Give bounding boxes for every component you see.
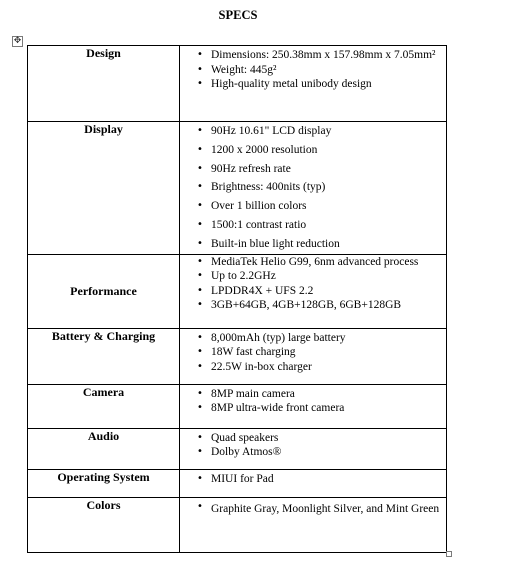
list-item: • 8,000mAh (typ) large battery: [180, 331, 446, 346]
list-item: • MediaTek Helio G99, 6nm advanced process: [180, 255, 446, 270]
list-item: • Brightness: 400nits (typ): [180, 178, 446, 197]
row-items-battery: [180, 328, 447, 384]
list-item: • Over 1 billion colors: [180, 197, 446, 216]
row-label-audio: Audio: [28, 428, 180, 469]
list-item: • 3GB+64GB, 4GB+128GB, 6GB+128GB: [180, 298, 446, 313]
table-row: [28, 254, 447, 328]
row-items-camera: [180, 384, 447, 428]
list-item: • 22.5W in-box charger: [180, 360, 446, 375]
list-item: • LPDDR4X + UFS 2.2: [180, 284, 446, 299]
row-label-operating-system: Operating System: [28, 469, 180, 497]
list-item: • Graphite Gray, Moonlight Silver, and Mint Green: [180, 498, 446, 519]
list-item: • 90Hz 10.61" LCD display: [180, 122, 446, 141]
table-resize-handle[interactable]: [446, 551, 452, 557]
table-row: [28, 122, 447, 255]
table-row: [28, 384, 447, 428]
row-label-camera: Camera: [28, 384, 180, 428]
list-item: • High-quality metal unibody design: [180, 77, 446, 92]
row-label-battery: Battery & Charging: [28, 328, 180, 384]
list-item: • 8MP main camera: [180, 387, 446, 402]
row-items-display: [180, 122, 447, 255]
list-item: • Up to 2.2GHz: [180, 269, 446, 284]
document-title: SPECS: [218, 8, 258, 22]
list-item: • Dolby Atmos®: [180, 445, 446, 460]
row-items-performance: [180, 254, 447, 328]
row-items-operating-system: [180, 469, 447, 497]
row-label-colors: Colors: [28, 497, 180, 552]
list-item: • 18W fast charging: [180, 345, 446, 360]
list-item: • 1500:1 contrast ratio: [180, 216, 446, 235]
table-row: [28, 328, 447, 384]
table-row: [28, 469, 447, 497]
list-item: • 90Hz refresh rate: [180, 160, 446, 179]
list-item: • MIUI for Pad: [180, 472, 446, 487]
table-row: [28, 428, 447, 469]
table-move-handle-icon[interactable]: ✥: [13, 36, 22, 46]
list-item: • 8MP ultra-wide front camera: [180, 401, 446, 416]
row-items-colors: [180, 497, 447, 552]
row-label-design: Design: [28, 46, 180, 122]
specs-table: [27, 45, 447, 553]
table-row: [28, 497, 447, 552]
row-items-audio: [180, 428, 447, 469]
list-item: • 1200 x 2000 resolution: [180, 141, 446, 160]
list-item: • Built-in blue light reduction: [180, 235, 446, 254]
row-label-display: Display: [28, 122, 180, 255]
list-item: • Quad speakers: [180, 431, 446, 446]
list-item: • Dimensions: 250.38mm x 157.98mm x 7.05mm²: [180, 48, 446, 63]
row-items-design: [180, 46, 447, 122]
list-item: • Weight: 445g²: [180, 63, 446, 78]
row-label-performance: Performance: [28, 254, 180, 328]
table-row: [28, 46, 447, 122]
